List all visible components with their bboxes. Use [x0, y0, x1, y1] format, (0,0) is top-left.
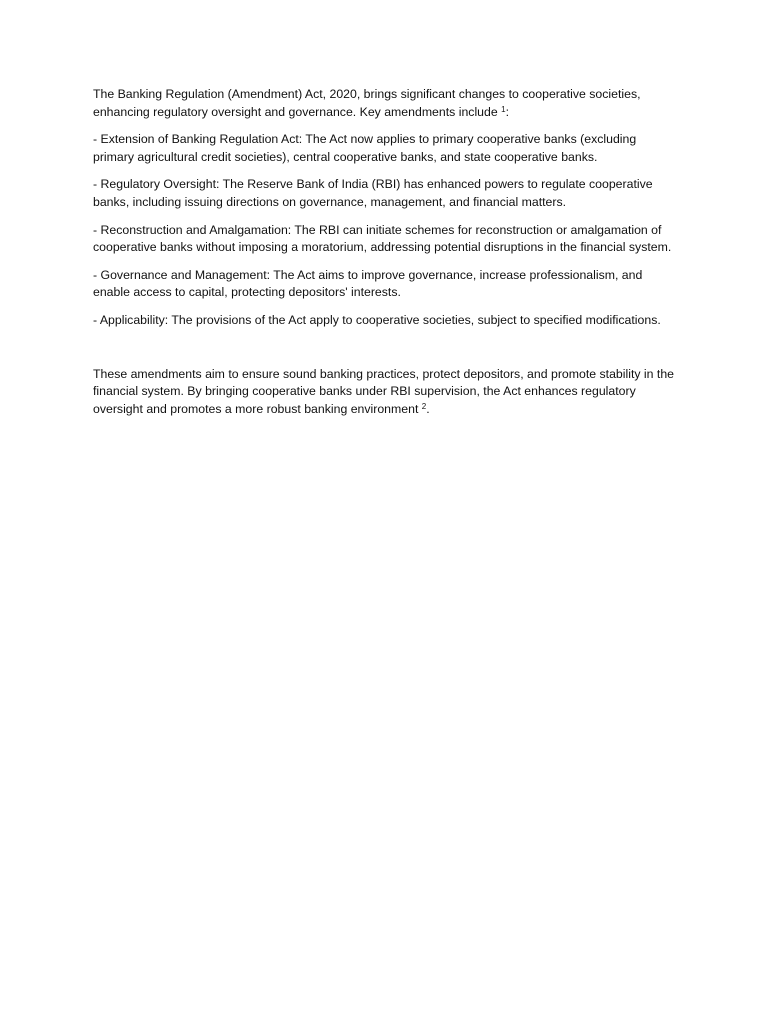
bullet-paragraph-oversight: - Regulatory Oversight: The Reserve Bank of India (RBI) has enhanced powers to regulate cooperative banks, including issuing directions on governance, management, and financial matters. [93, 177, 653, 209]
conclusion-tail: . [426, 401, 430, 416]
bullet-paragraph-reconstruction: - Reconstruction and Amalgamation: The RBI can initiate schemes for reconstruction or amalgamation of cooperative banks without imposing a moratorium, addressing potential disruptions in the financial system. [93, 222, 672, 255]
conclusion-paragraph [93, 366, 677, 419]
bullet-paragraph-applicability: - Applicability: The provisions of the Act apply to cooperative societies, subject to specified modifications. [93, 312, 661, 327]
intro-tail: : [505, 104, 509, 119]
bullet-paragraph-extension: - Extension of Banking Regulation Act: The Act now applies to primary cooperative banks (excluding primary agricultural credit societies), central cooperative banks, and state cooperative banks. [93, 132, 637, 164]
intro-text: The Banking Regulation (Amendment) Act, 2020, brings significant changes to cooperative societies, enhancing regulatory oversight and governance. Key amendments include [93, 87, 641, 119]
footnote-ref-2[interactable]: 2 [421, 401, 427, 411]
conclusion-text: These amendments aim to ensure sound banking practices, protect depositors, and promote stability in the financial system. By bringing cooperative banks under RBI supervision, the Act enhances regulatory oversight and promotes a more robust banking environment [93, 366, 675, 416]
intro-paragraph [93, 86, 677, 121]
bullet-paragraph-governance: - Governance and Management: The Act aims to improve governance, increase professionalism, and enable access to capital, protecting depositors' interests. [93, 267, 643, 300]
document-body [93, 86, 677, 428]
footnote-ref-1[interactable]: 1 [501, 104, 506, 114]
